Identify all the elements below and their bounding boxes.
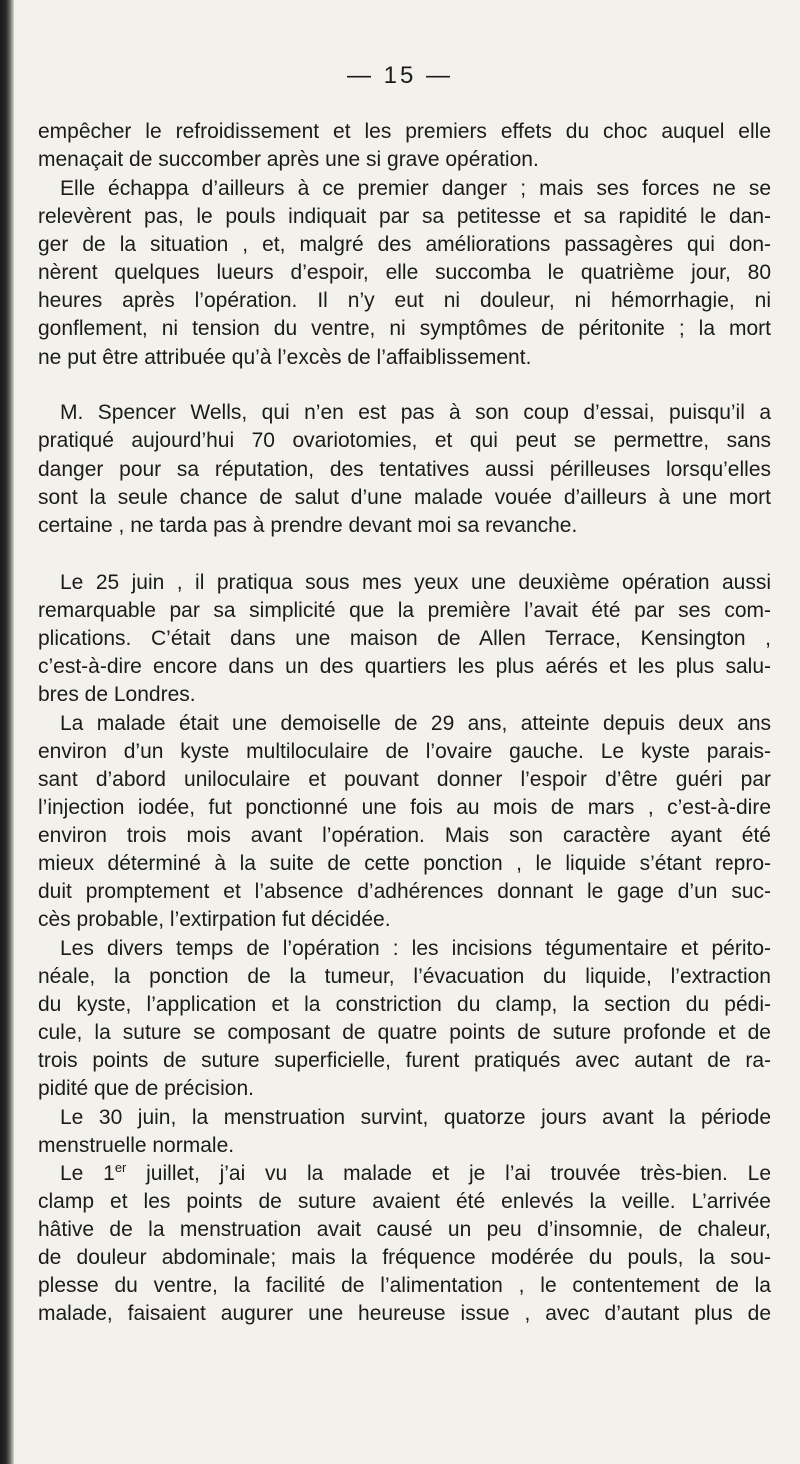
text-line: clamp et les points de suture avaient été enlevés la veille. L’arrivée (38, 1190, 771, 1213)
superscript: er (114, 1160, 127, 1175)
text-line: certaine , ne tarda pas à prendre devant moi sa revanche. (38, 514, 578, 537)
text-line: environ d’un kyste multiloculaire de l’ovaire gauche. Le kyste parais- (38, 740, 771, 763)
text-line: Elle échappa d’ailleurs à ce premier danger ; mais ses forces ne se (60, 177, 771, 200)
text-line: néale, la ponction de la tumeur, l’évacuation du liquide, l’extraction (38, 965, 771, 988)
text-line: nèrent quelques lueurs d’espoir, elle succomba le quatrième jour, 80 (38, 261, 771, 284)
text-line: Le 30 juin, la menstruation survint, quatorze jours avant la période (60, 1106, 771, 1129)
text-line: trois points de suture superficielle, furent pratiqués avec autant de ra- (38, 1049, 771, 1072)
text-line: cès probable, l’extirpation fut décidée. (38, 908, 391, 931)
text-line: ger de la situation , et, malgré des améliorations passagères qui don- (38, 233, 771, 256)
text-line: pidité que de précision. (38, 1077, 254, 1100)
text-line: remarquable par sa simplicité que la première l’avait été par ses com- (38, 599, 771, 622)
text-line-rest: juillet, j’ai vu la malade et je l’ai trouvée très-bien. Le (146, 1162, 771, 1185)
text-line: cule, la suture se composant de quatre points de suture profonde et de (38, 1021, 771, 1044)
text-line: menstruelle normale. (38, 1134, 235, 1157)
text-line: heures après l’opération. Il n’y eut ni douleur, ni hémorrhagie, ni (38, 289, 771, 312)
text-line: empêcher le refroidissement et les premiers effets du choc auquel elle (38, 120, 771, 143)
text-line: mieux déterminé à la suite de cette ponction , le liquide s’étant repro- (38, 852, 771, 875)
text-line: menaçait de succomber après une si grave opération. (38, 148, 539, 171)
text-line: danger pour sa réputation, des tentatives aussi périlleuses lorsqu’elles (38, 458, 771, 481)
text-line: malade, faisaient augurer une heureuse issue , avec d’autant plus de (38, 1302, 771, 1325)
text-line: pratiqué aujourd’hui 70 ovariotomies, et qui peut se permettre, sans (38, 429, 771, 452)
text-line: plesse du ventre, la facilité de l’alimentation , le contentement de la (38, 1274, 771, 1297)
text-line: environ trois mois avant l’opération. Mais son caractère ayant été (38, 824, 771, 847)
text-line: hâtive de la menstruation avait causé un peu d’insomnie, de chaleur, (38, 1218, 771, 1241)
text-line: de douleur abdominale; mais la fréquence modérée du pouls, la sou- (38, 1246, 771, 1269)
text-line: ne put être attribuée qu’à l’excès de l’affaiblissement. (38, 346, 532, 369)
text-line (60, 1160, 771, 1188)
text-line: plications. C’était dans une maison de Allen Terrace, Kensington , (38, 627, 771, 650)
text-line: relevèrent pas, le pouls indiquait par sa petitesse et sa rapidité le dan- (38, 205, 771, 228)
text-line: Les divers temps de l’opération : les incisions tégumentaire et périto- (60, 937, 771, 960)
text-line: sant d’abord uniloculaire et pouvant donner l’espoir d’être guéri par (38, 768, 771, 791)
text-line: M. Spencer Wells, qui n’en est pas à son coup d’essai, puisqu’il a (60, 401, 771, 424)
page-binding-edge (0, 0, 14, 1464)
text-line: La malade était une demoiselle de 29 ans, atteinte depuis deux ans (60, 712, 771, 735)
text-line: c’est-à-dire encore dans un des quartiers les plus aérés et les plus salu- (38, 655, 771, 678)
text-line: gonflement, ni tension du ventre, ni symptômes de péritonite ; la mort (38, 317, 771, 340)
page-number: — 15 — (346, 62, 454, 89)
text-line: bres de Londres. (38, 683, 196, 706)
text-line: duit promptement et l’absence d’adhérences donnant le gage d’un suc- (38, 880, 771, 903)
text-line: Le 25 juin , il pratiqua sous mes yeux une deuxième opération aussi (60, 571, 771, 594)
date-prefix: Le 1 (60, 1162, 115, 1185)
text-line: du kyste, l’application et la constriction du clamp, la section du pédi- (38, 993, 771, 1016)
text-line: sont la seule chance de salut d’une malade vouée d’ailleurs à une mort (38, 486, 771, 509)
text-line: l’injection iodée, fut ponctionné une fois au mois de mars , c’est-à-dire (38, 796, 771, 819)
